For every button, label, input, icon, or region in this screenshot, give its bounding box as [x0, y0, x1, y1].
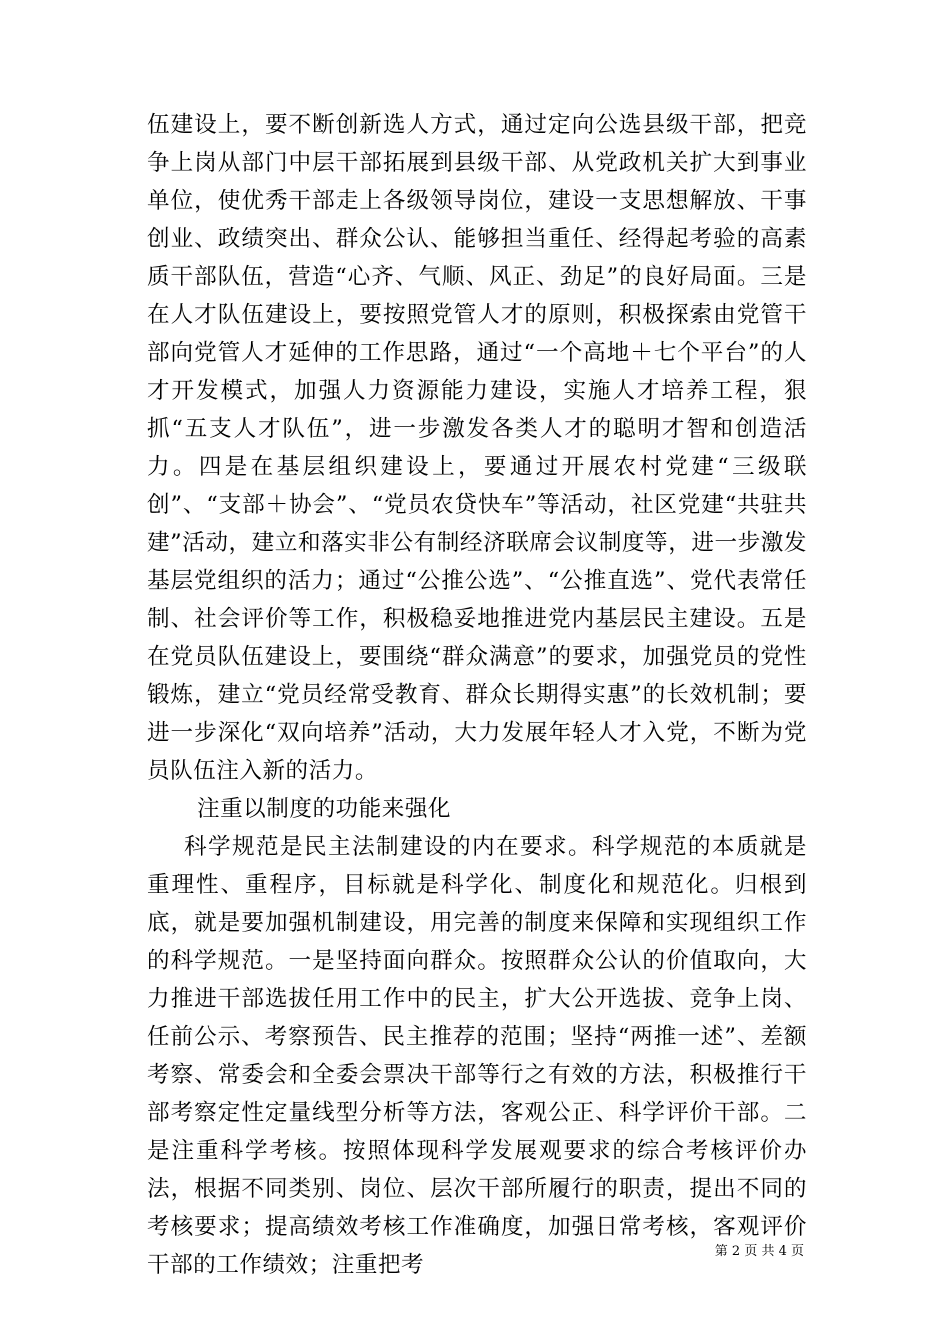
body-paragraph-1: 伍建设上，要不断创新选人方式，通过定向公选县级干部，把竞争上岗从部门中层干部拓展到县级干部、从党政机关扩大到事业单位，使优秀干部走上各级领导岗位，建设一支思想解放、干事创业、政绩突出、群众公认、能够担当重任、经得起考验的高素质干部队伍，营造“心齐、气顺、风正、劲足”的良好局面。三是在人才队伍建设上，要按照党管人才的原则，积极探索由党管干部向党管人才延伸的工作思路，通过“一个高地＋七个平台”的人才开发模式，加强人力资源能力建设，实施人才培养工程，狠抓“五支人才队伍”，进一步激发各类人才的聪明才智和创造活力。四是在基层组织建设上，要通过开展农村党建“三级联创”、“支部＋协会”、“党员农贷快车”等活动，社区党建“共驻共建”活动，建立和落实非公有制经济联席会议制度等，进一步激发基层党组织的活力；通过“公推公选”、“公推直选”、党代表常任制、社会评价等工作，积极稳妥地推进党内基层民主建设。五是在党员队伍建设上，要围绕“群众满意”的要求，加强党员的党性锻炼，建立“党员经常受教育、群众长期得实惠”的长效机制；要进一步深化“双向培养”活动，大力发展年轻人才入党，不断为党员队伍注入新的活力。: [147, 112, 807, 784]
body-paragraph-2: 科学规范是民主法制建设的内在要求。科学规范的本质就是重理性、重程序，目标就是科学化、制度化和规范化。归根到底，就是要加强机制建设，用完善的制度来保障和实现组织工作的科学规范。一是坚持面向群众。按照群众公认的价值取向，大力推进干部选拔任用工作中的民主，扩大公开选拔、竞争上岗、任前公示、考察预告、民主推荐的范围；坚持“两推一述”、差额考察、常委会和全委会票决干部等行之有效的方法，积极推行干部考察定性定量线型分析等方法，客观公正、科学评价干部。二是注重科学考核。按照体现科学发展观要求的综合考核评价办法，根据不同类别、岗位、层次干部所履行的职责，提出不同的考核要求；提高绩效考核工作准确度，加强日常考核，客观评价干部的工作绩效；注重把考: [147, 834, 807, 1278]
page-number-footer: 第 2 页 共 4 页: [714, 1244, 804, 1259]
section-heading: 注重以制度的功能来强化: [197, 796, 452, 822]
document-body: [147, 106, 807, 1284]
